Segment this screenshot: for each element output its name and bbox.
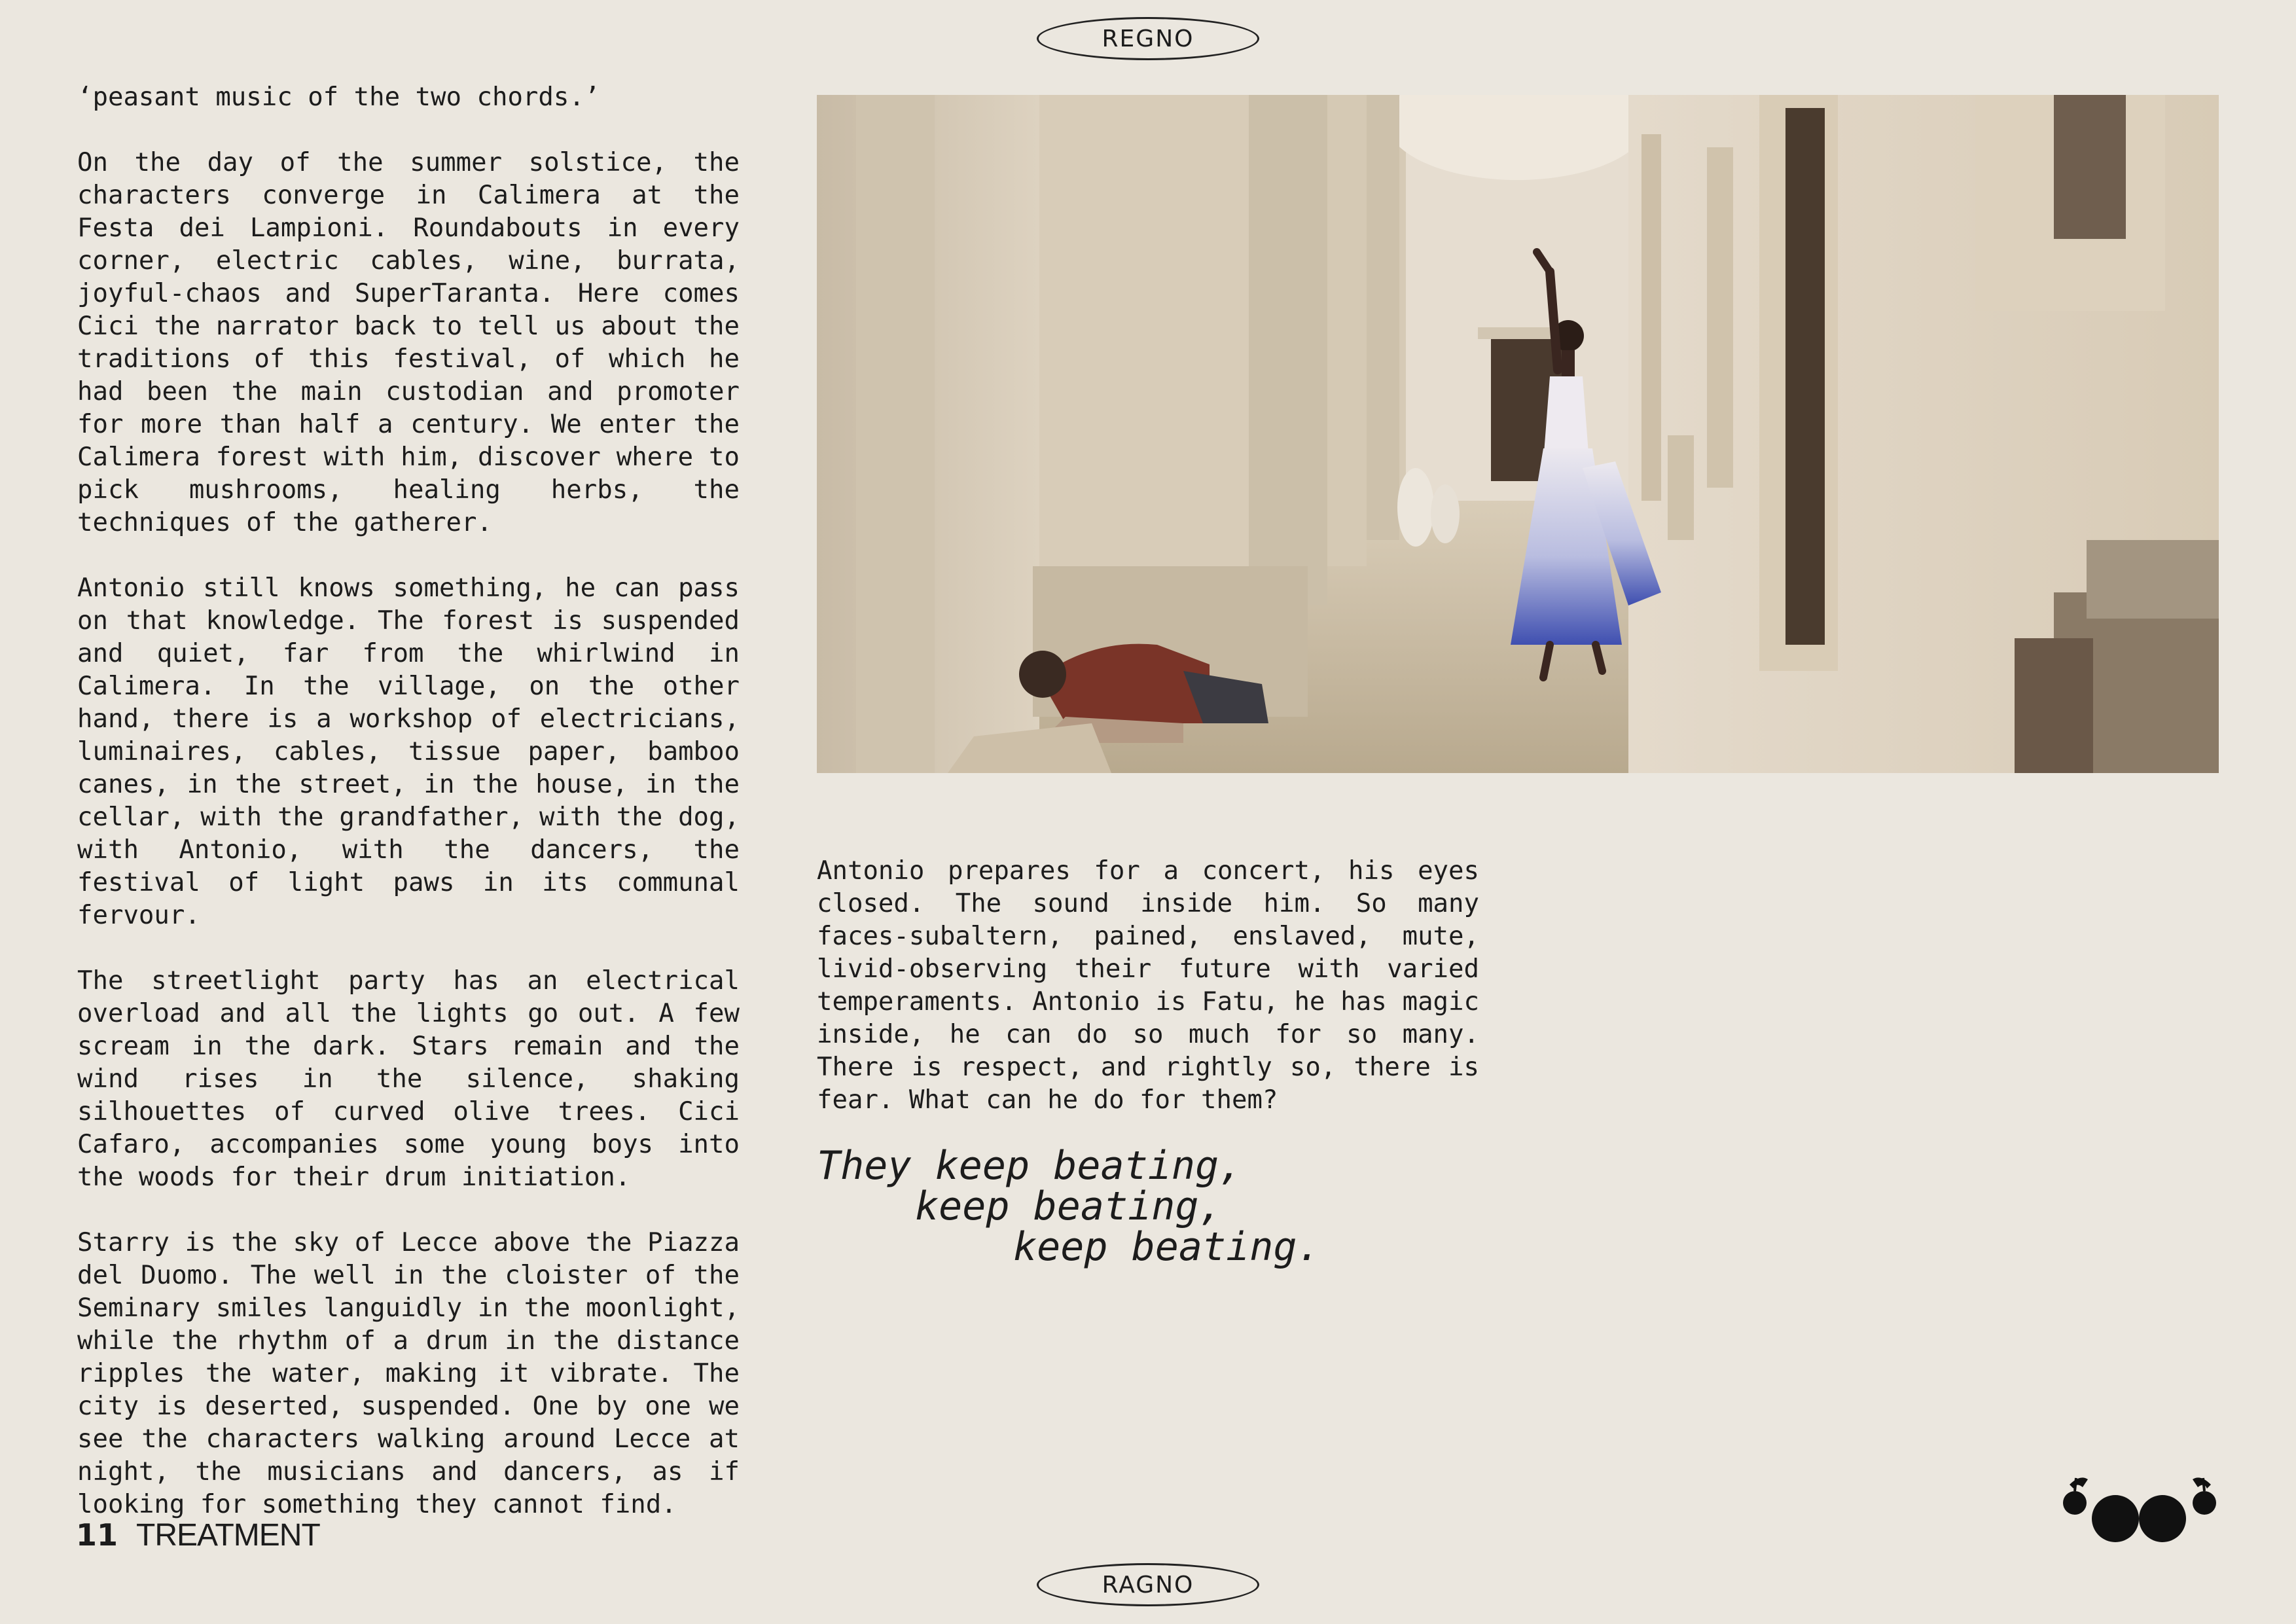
left-text-column: [77, 81, 740, 1554]
header-logo: [1037, 17, 1259, 60]
footer-logo-text: RAGNO: [1102, 1571, 1194, 1598]
paragraph: Starry is the sky of Lecce above the Piazza del Duomo. The well in the cloister of the Seminary smiles languidly in the moonlight, while the rhythm of a drum in the distance ripples the water, making it vibrate. The city is deserted, suspended. One by one we see the characters walking around Lecce at night, the musicians and dancers, as if looking for something they cannot find.: [77, 1228, 740, 1519]
spider-logo-icon: [2062, 1465, 2219, 1550]
middle-text-column: [817, 855, 1479, 1117]
paragraph: Antonio still knows something, he can pass on that knowledge. The forest is suspended and quiet, far from the whirlwind in Calimera. In the village, on the other hand, there is a workshop of electricians, luminaires, cables, tissue paper, bamboo canes, in the street, in the house, in the cellar, with the grandfather, with the dog, with Antonio, with the dancers, the festival of light paws in its communal fervour.: [77, 573, 740, 930]
quote-line-3: keep beating.: [1013, 1224, 1321, 1270]
section-title: TREATMENT: [136, 1518, 320, 1553]
pull-quote: [817, 1143, 1321, 1270]
header-logo-text: REGNO: [1102, 25, 1194, 52]
page-number: 11: [76, 1517, 118, 1553]
corridor-dancers-photo: [817, 95, 2219, 773]
quote-line-1: They keep beating,: [817, 1143, 1243, 1189]
paragraph: ‘peasant music of the two chords.’: [77, 82, 600, 112]
paragraph: Antonio prepares for a concert, his eyes closed. The sound inside him. So many faces-subaltern, pained, enslaved, mute, livid-observing their future with varied temperaments. Antonio is Fatu, he has magic inside, he can do so much for so many. There is respect, and rightly so, there is fear. What can he do for them?: [817, 856, 1479, 1115]
quote-line-2: keep beating,: [915, 1183, 1223, 1229]
footer-logo: [1037, 1563, 1259, 1606]
paragraph: The streetlight party has an electrical overload and all the lights go out. A few scream in the dark. Stars remain and the wind rises in the silence, shaking silhouettes of curved olive trees. Cici Cafaro, accompanies some young boys into the woods for their drum initiation.: [77, 966, 740, 1192]
paragraph: On the day of the summer solstice, the characters converge in Calimera at the Festa dei Lampioni. Roundabouts in every corner, electric cables, wine, burrata, joyful-chaos and SuperTaranta. Here comes Cici the narrator back to tell us about the traditions of this festival, of which he had been the main custodian and promoter for more than half a century. We enter the Calimera forest with him, discover where to pick mushrooms, healing herbs, the techniques of the gatherer.: [77, 148, 740, 537]
